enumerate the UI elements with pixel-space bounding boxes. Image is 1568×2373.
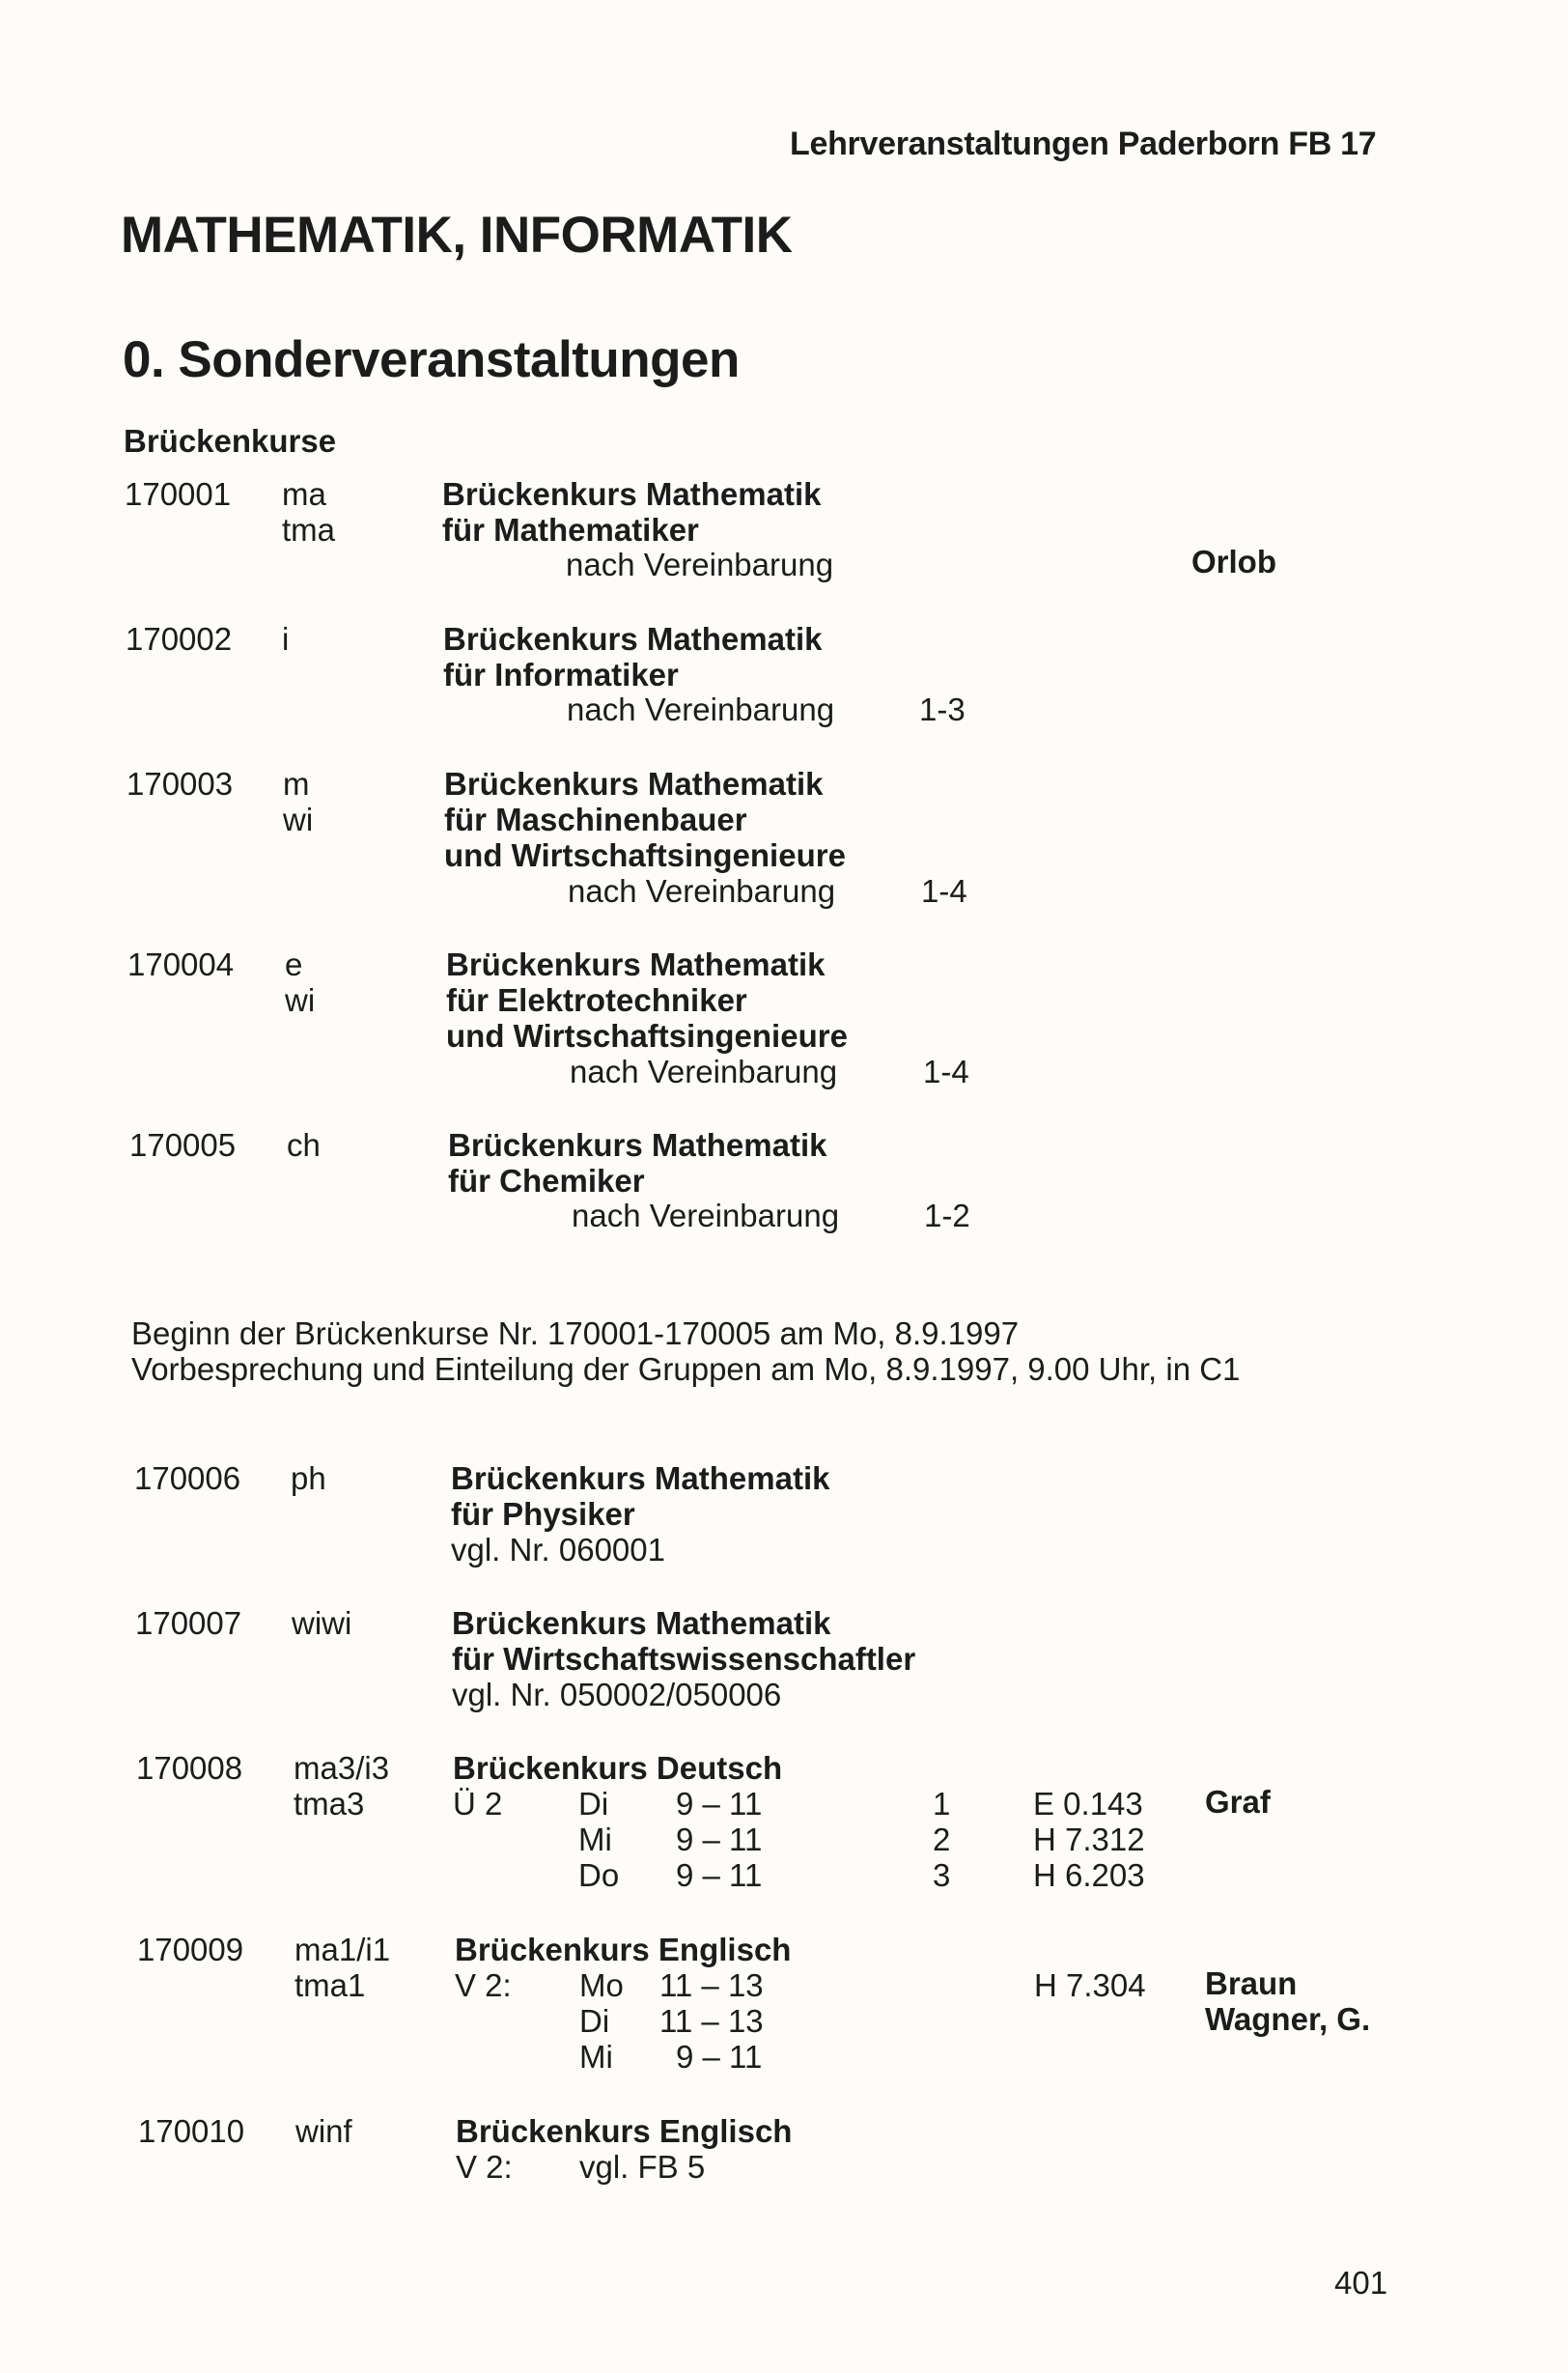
course-number: 170010 <box>138 2113 245 2149</box>
course-title: für Wirtschaftswissenschaftler <box>452 1641 916 1677</box>
note-line: Beginn der Brückenkurse Nr. 170001-170005 am Mo, 8.9.1997 <box>131 1315 1020 1351</box>
course-time: nach Vereinbarung <box>566 547 834 582</box>
department-title: MATHEMATIK, INFORMATIK <box>121 207 793 264</box>
course-time: nach Vereinbarung <box>572 1198 840 1233</box>
course-target: ma <box>282 476 326 512</box>
session-group: 2 <box>933 1822 951 1857</box>
course-title: für Mathematiker <box>442 512 699 548</box>
course-type: Ü 2 <box>453 1786 503 1822</box>
session-day: Di <box>578 1786 609 1822</box>
course-target: wi <box>285 982 316 1018</box>
course-title: Brückenkurs Mathematik <box>443 621 823 657</box>
course-title: für Maschinenbauer <box>444 802 747 837</box>
course-number: 170008 <box>136 1750 243 1786</box>
course-reference: vgl. Nr. 060001 <box>451 1532 665 1568</box>
session-day: Do <box>578 1857 620 1893</box>
session-day: Di <box>579 2003 610 2039</box>
course-title: Brückenkurs Mathematik <box>444 766 824 802</box>
course-target: tma3 <box>294 1786 365 1822</box>
course-target: ma3/i3 <box>294 1750 390 1786</box>
course-number: 170001 <box>125 476 232 512</box>
course-title: für Informatiker <box>443 657 679 692</box>
session-group: 1 <box>933 1786 951 1822</box>
course-title: Brückenkurs Mathematik <box>448 1127 827 1163</box>
session-time: 9 – 11 <box>676 1857 763 1893</box>
course-number: 170004 <box>127 946 235 982</box>
course-lecturer: Braun <box>1205 1965 1298 2001</box>
course-title: Brückenkurs Deutsch <box>453 1750 783 1786</box>
section-title: 0. Sonderveranstaltungen <box>123 331 740 388</box>
subsection-title: Brückenkurse <box>124 423 337 459</box>
page-number: 401 <box>1334 2265 1388 2301</box>
course-number: 170002 <box>126 621 233 657</box>
course-number: 170005 <box>129 1127 237 1163</box>
course-group: 1-2 <box>924 1198 970 1233</box>
session-time: 9 – 11 <box>676 1822 763 1857</box>
course-title: und Wirtschaftsingenieure <box>446 1018 848 1054</box>
course-title: für Chemiker <box>448 1163 645 1199</box>
session-time: 11 – 13 <box>659 2003 764 2039</box>
session-time: 11 – 13 <box>659 1967 764 2003</box>
session-room: H 7.304 <box>1034 1967 1146 2003</box>
course-title: Brückenkurs Mathematik <box>446 946 826 982</box>
course-target: wiwi <box>292 1605 352 1641</box>
course-number: 170009 <box>137 1932 244 1967</box>
running-head: Lehrveranstaltungen Paderborn FB 17 <box>790 126 1377 162</box>
session-group: 3 <box>933 1857 951 1893</box>
course-title: für Elektrotechniker <box>446 982 747 1018</box>
course-title: Brückenkurs Englisch <box>456 2113 793 2149</box>
session-day: Mi <box>579 2039 613 2075</box>
course-target: m <box>283 766 310 802</box>
course-group: 1-4 <box>923 1054 969 1089</box>
course-lecturer: Wagner, G. <box>1205 2001 1371 2037</box>
course-title: Brückenkurs Mathematik <box>451 1460 830 1496</box>
course-target: ph <box>291 1460 326 1496</box>
course-number: 170003 <box>126 766 234 802</box>
session-room: H 6.203 <box>1033 1857 1145 1893</box>
course-time: nach Vereinbarung <box>570 1054 838 1089</box>
course-number: 170007 <box>135 1605 242 1641</box>
course-reference: vgl. Nr. 050002/050006 <box>452 1677 782 1712</box>
course-group: 1-3 <box>919 692 966 727</box>
course-title: für Physiker <box>451 1496 635 1532</box>
course-target: tma <box>282 512 336 548</box>
course-type: V 2: <box>456 2149 513 2185</box>
course-target: tma1 <box>294 1967 366 2003</box>
course-title: Brückenkurs Mathematik <box>452 1605 831 1641</box>
course-lecturer: Orlob <box>1191 544 1276 579</box>
course-target: e <box>285 946 303 982</box>
session-day: Mi <box>578 1822 612 1857</box>
course-target: wi <box>283 802 314 837</box>
course-type: V 2: <box>455 1967 512 2003</box>
course-title: und Wirtschaftsingenieure <box>444 837 846 873</box>
course-time: nach Vereinbarung <box>568 873 836 909</box>
session-time: 9 – 11 <box>676 1786 763 1822</box>
course-number: 170006 <box>134 1460 241 1496</box>
session-room: H 7.312 <box>1033 1822 1145 1857</box>
course-title: Brückenkurs Englisch <box>455 1932 792 1967</box>
course-target: i <box>282 621 290 657</box>
course-lecturer: Graf <box>1205 1784 1271 1820</box>
course-title: Brückenkurs Mathematik <box>442 476 822 512</box>
course-target: winf <box>295 2113 352 2149</box>
course-group: 1-4 <box>921 873 967 909</box>
session-room: E 0.143 <box>1033 1786 1143 1822</box>
note-line: Vorbesprechung und Einteilung der Gruppen am Mo, 8.9.1997, 9.00 Uhr, in C1 <box>131 1351 1241 1387</box>
course-target: ch <box>287 1127 321 1163</box>
session-time: 9 – 11 <box>676 2039 763 2075</box>
course-reference: vgl. FB 5 <box>579 2149 706 2185</box>
course-target: ma1/i1 <box>294 1932 391 1967</box>
session-day: Mo <box>579 1967 624 2003</box>
course-time: nach Vereinbarung <box>567 692 835 727</box>
